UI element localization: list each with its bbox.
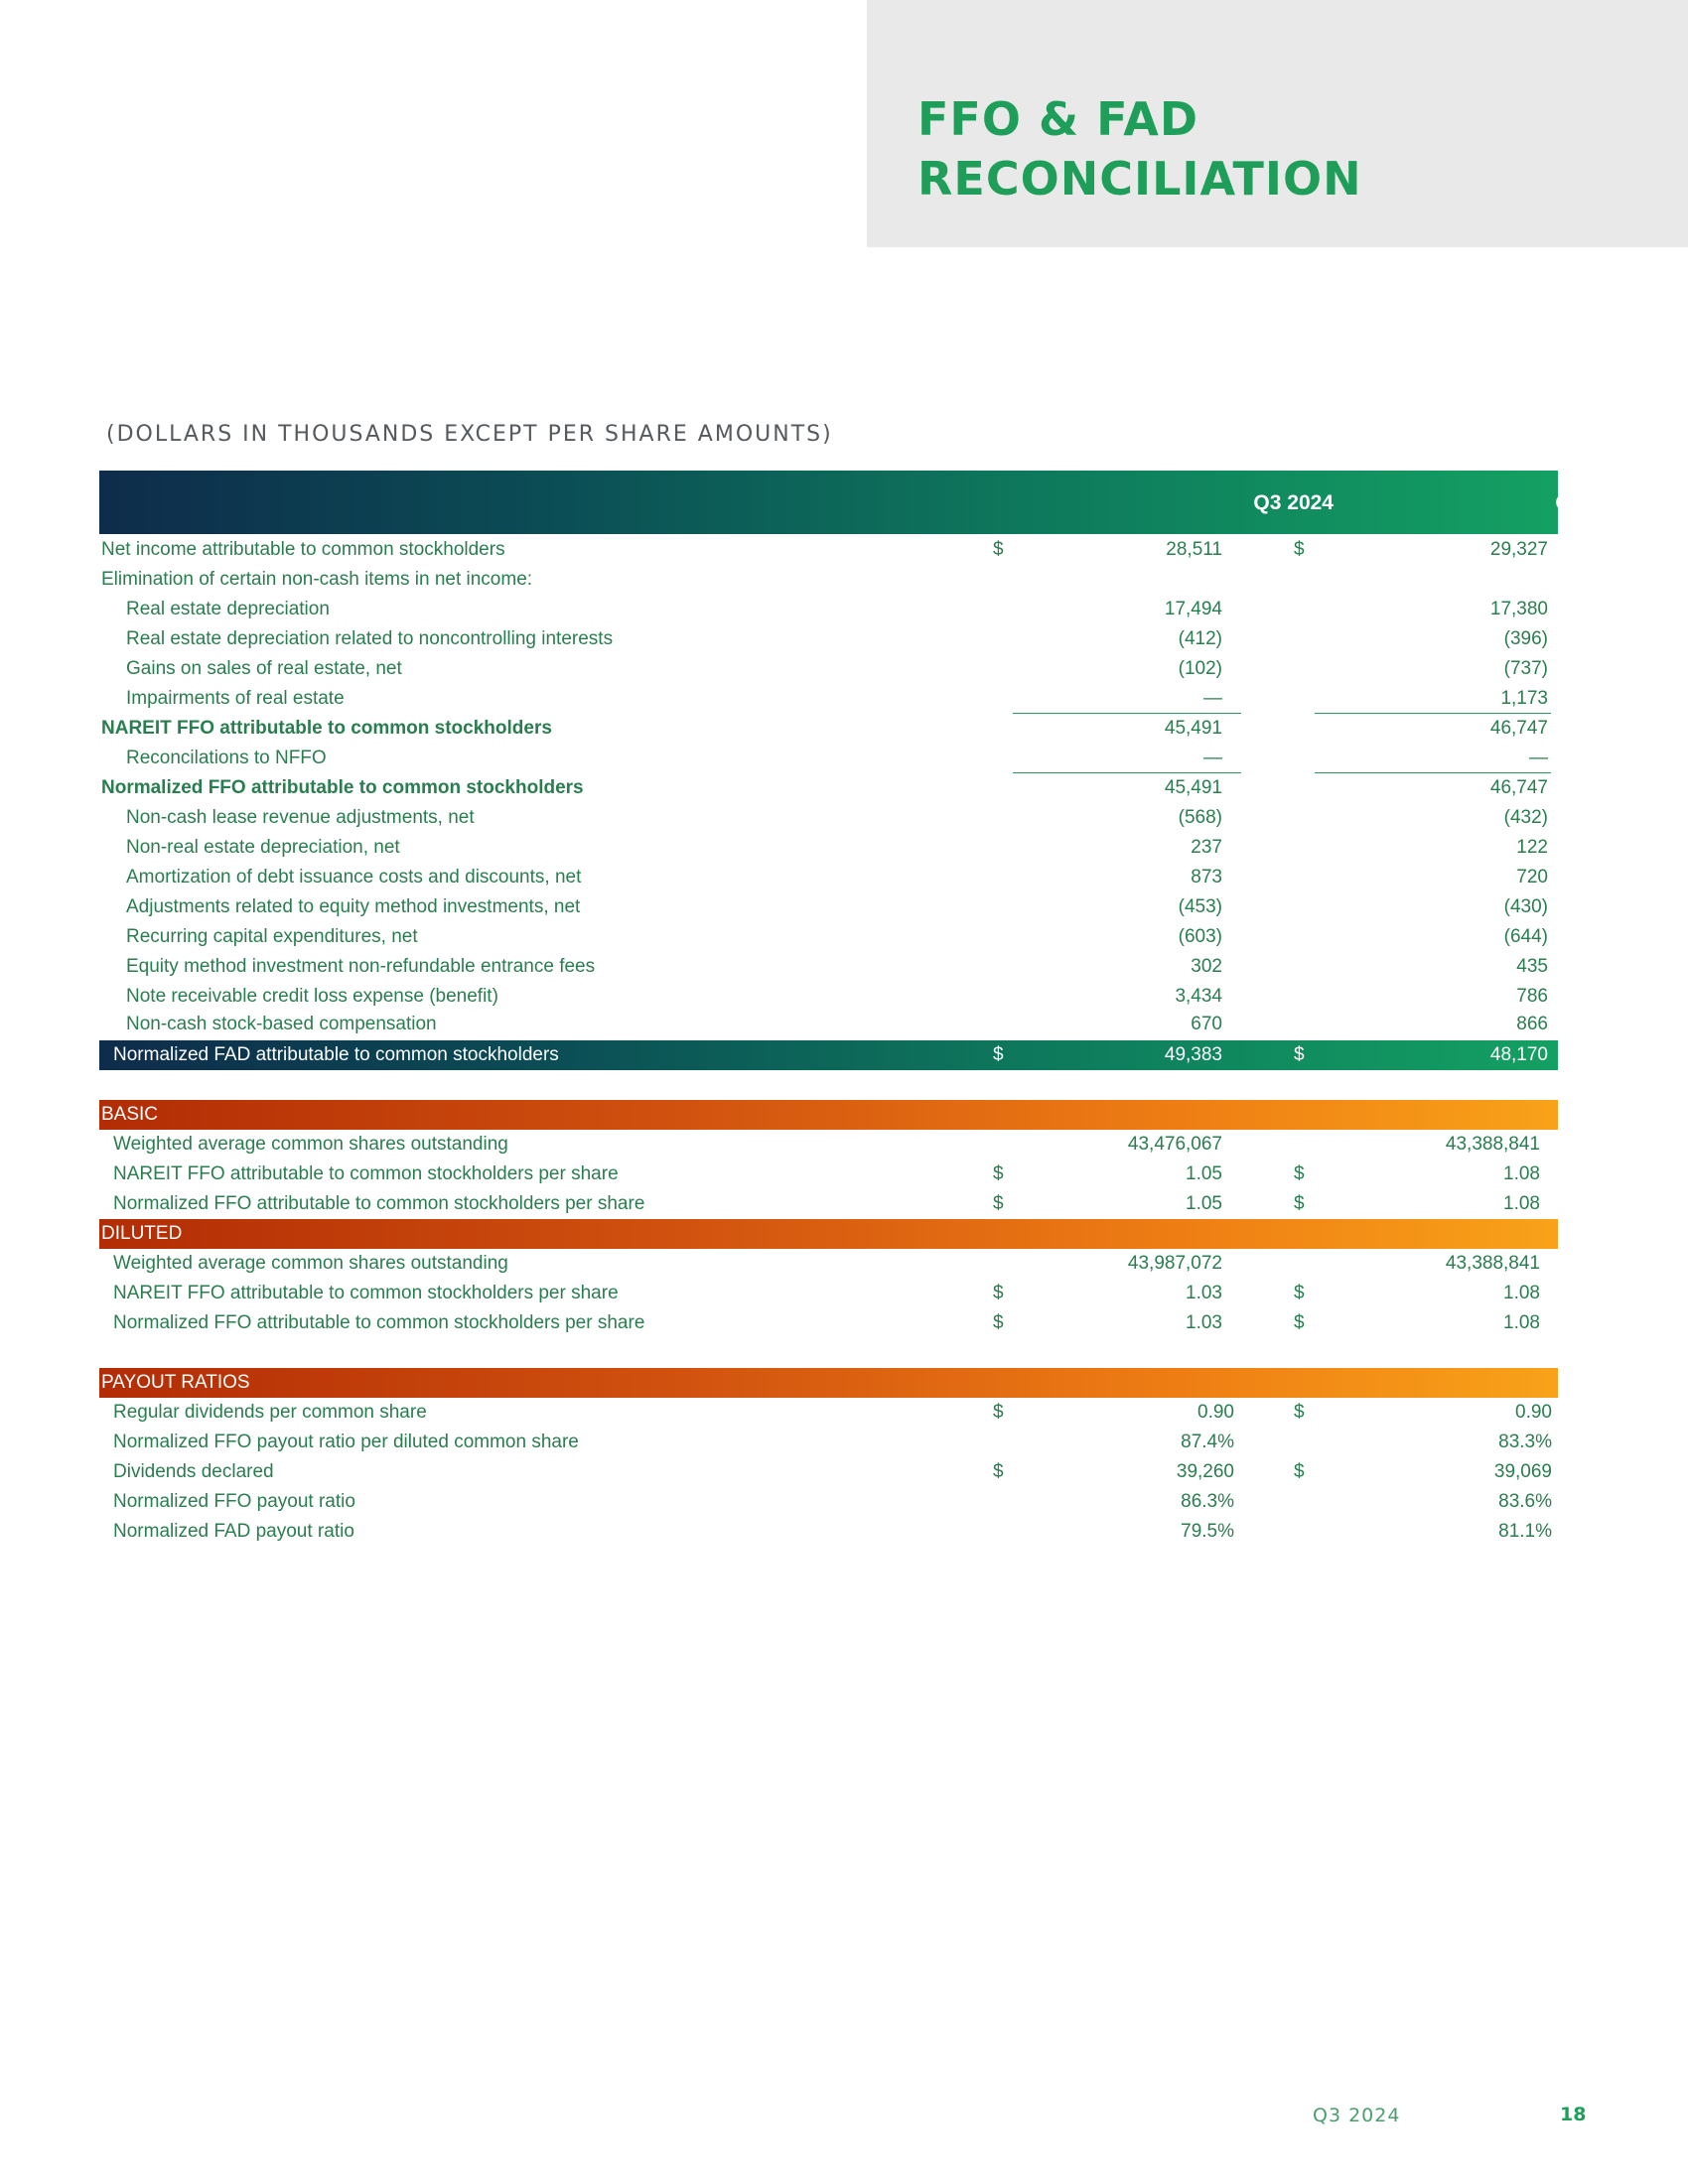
value-q3-2023: 1.08 bbox=[1503, 1312, 1540, 1333]
table-row bbox=[99, 922, 1558, 952]
value-q3-2024: 79.5% bbox=[1181, 1521, 1234, 1542]
table-row bbox=[99, 863, 1558, 892]
row-label: Adjustments related to equity method investments, net bbox=[126, 896, 581, 917]
value-q3-2023: 1.08 bbox=[1503, 1193, 1540, 1214]
value-q3-2023: 39,069 bbox=[1493, 1461, 1552, 1482]
value-q3-2024: (568) bbox=[1178, 807, 1222, 828]
table-row bbox=[99, 1010, 1558, 1039]
row-label: Regular dividends per common share bbox=[113, 1402, 427, 1423]
table-row bbox=[99, 595, 1558, 624]
row-label: Net income attributable to common stockholders bbox=[101, 539, 505, 560]
value-q3-2024: 1.03 bbox=[1186, 1283, 1222, 1303]
value-q3-2024: 237 bbox=[1191, 837, 1222, 858]
row-label: Impairments of real estate bbox=[126, 688, 345, 709]
value-q3-2023: 720 bbox=[1516, 867, 1548, 887]
table-row bbox=[99, 1279, 1558, 1308]
row-label: Elimination of certain non-cash items in net income: bbox=[101, 569, 533, 590]
currency-symbol: $ bbox=[993, 1461, 1004, 1482]
row-label: NAREIT FFO attributable to common stockholders per share bbox=[113, 1283, 619, 1303]
row-label: Weighted average common shares outstanding bbox=[113, 1253, 508, 1274]
row-label: NAREIT FFO attributable to common stockholders bbox=[101, 718, 552, 739]
currency-symbol: $ bbox=[1294, 1461, 1305, 1482]
value-q3-2023: 43,388,841 bbox=[1445, 1253, 1540, 1274]
table-row bbox=[99, 1428, 1558, 1457]
table-header-band bbox=[99, 471, 1635, 534]
currency-symbol: $ bbox=[993, 1312, 1004, 1333]
table-row bbox=[99, 684, 1558, 714]
title-panel bbox=[867, 0, 1688, 247]
table-row bbox=[99, 744, 1558, 773]
footer-period: Q3 2024 bbox=[1313, 2105, 1401, 2126]
table-row bbox=[99, 565, 1558, 595]
value-q3-2024: 1.05 bbox=[1186, 1163, 1222, 1184]
value-q3-2023: 29,327 bbox=[1489, 539, 1548, 560]
currency-symbol: $ bbox=[1294, 1402, 1305, 1423]
value-q3-2023: 81.1% bbox=[1498, 1521, 1552, 1542]
value-q3-2023: 786 bbox=[1516, 986, 1548, 1007]
table-row bbox=[99, 654, 1558, 684]
table-row bbox=[99, 1398, 1558, 1428]
currency-symbol: $ bbox=[1294, 539, 1305, 560]
row-label: Normalized FFO attributable to common stockholders per share bbox=[113, 1193, 645, 1214]
column-header-q3-2024: Q3 2024 bbox=[1253, 491, 1334, 514]
table-row bbox=[99, 1130, 1558, 1160]
section-title: PAYOUT RATIOS bbox=[101, 1372, 250, 1393]
row-label: Normalized FFO payout ratio per diluted common share bbox=[113, 1432, 579, 1452]
value-q3-2024: (603) bbox=[1178, 926, 1222, 947]
value-q3-2024: 3,434 bbox=[1175, 986, 1222, 1007]
value-q3-2023: 1.08 bbox=[1503, 1283, 1540, 1303]
value-q3-2023: 83.6% bbox=[1498, 1491, 1552, 1512]
units-subtitle: (DOLLARS IN THOUSANDS EXCEPT PER SHARE AMOUNTS) bbox=[106, 422, 833, 447]
row-label: Non-real estate depreciation, net bbox=[126, 837, 400, 858]
value-q3-2024: 45,491 bbox=[1164, 777, 1222, 798]
value-q3-2023: 0.90 bbox=[1515, 1402, 1552, 1423]
value-q3-2024: 49,383 bbox=[1164, 1044, 1222, 1065]
row-label: NAREIT FFO attributable to common stockholders per share bbox=[113, 1163, 619, 1184]
table-row bbox=[99, 982, 1558, 1012]
value-q3-2024: 86.3% bbox=[1181, 1491, 1234, 1512]
currency-symbol: $ bbox=[1294, 1044, 1305, 1065]
row-label: Real estate depreciation bbox=[126, 599, 330, 619]
value-q3-2023: 46,747 bbox=[1489, 718, 1548, 739]
value-q3-2023: 46,747 bbox=[1489, 777, 1548, 798]
row-label: Equity method investment non-refundable entrance fees bbox=[126, 956, 596, 977]
section-header-diluted bbox=[99, 1219, 1558, 1249]
value-q3-2024: 873 bbox=[1191, 867, 1222, 887]
table-row bbox=[99, 1457, 1558, 1487]
section-title: DILUTED bbox=[101, 1223, 183, 1244]
value-q3-2024: 43,476,067 bbox=[1127, 1134, 1222, 1155]
table-row bbox=[99, 1487, 1558, 1517]
value-q3-2023: 48,170 bbox=[1489, 1044, 1548, 1065]
row-label: Dividends declared bbox=[113, 1461, 274, 1482]
row-label: Weighted average common shares outstanding bbox=[113, 1134, 508, 1155]
value-q3-2023: 122 bbox=[1516, 837, 1548, 858]
table-row bbox=[99, 773, 1558, 803]
currency-symbol: $ bbox=[993, 1193, 1004, 1214]
value-q3-2024: (102) bbox=[1178, 658, 1222, 679]
value-q3-2024: — bbox=[1203, 748, 1222, 768]
value-q3-2023: (396) bbox=[1503, 628, 1548, 649]
table-row bbox=[99, 952, 1558, 982]
currency-symbol: $ bbox=[993, 1163, 1004, 1184]
row-label: Normalized FAD attributable to common stockholders bbox=[113, 1044, 559, 1065]
row-label: Normalized FAD payout ratio bbox=[113, 1521, 354, 1542]
table-row bbox=[99, 1189, 1558, 1219]
row-label: Amortization of debt issuance costs and discounts, net bbox=[126, 867, 582, 887]
currency-symbol: $ bbox=[1294, 1163, 1305, 1184]
value-q3-2023: 435 bbox=[1516, 956, 1548, 977]
table-row bbox=[99, 1249, 1558, 1279]
section-title: BASIC bbox=[101, 1104, 159, 1125]
currency-symbol: $ bbox=[993, 539, 1004, 560]
page-number: 18 bbox=[1560, 2104, 1587, 2125]
currency-symbol: $ bbox=[1294, 1312, 1305, 1333]
column-header-q3-2023: Q3 2023 bbox=[1555, 491, 1635, 514]
row-label: Non-cash lease revenue adjustments, net bbox=[126, 807, 475, 828]
row-label: Real estate depreciation related to noncontrolling interests bbox=[126, 628, 614, 649]
currency-symbol: $ bbox=[1294, 1193, 1305, 1214]
value-q3-2024: 28,511 bbox=[1166, 539, 1222, 560]
value-q3-2024: (453) bbox=[1178, 896, 1222, 917]
row-label: Reconcilations to NFFO bbox=[126, 748, 327, 768]
row-label: Note receivable credit loss expense (benefit) bbox=[126, 986, 498, 1007]
value-q3-2024: 17,494 bbox=[1164, 599, 1222, 619]
value-q3-2024: 39,260 bbox=[1176, 1461, 1234, 1482]
fad-total-row bbox=[99, 1040, 1558, 1070]
value-q3-2024: 87.4% bbox=[1181, 1432, 1234, 1452]
value-q3-2024: 1.05 bbox=[1186, 1193, 1222, 1214]
value-q3-2024: 45,491 bbox=[1164, 718, 1222, 739]
row-label: Recurring capital expenditures, net bbox=[126, 926, 418, 947]
row-label: Non-cash stock-based compensation bbox=[126, 1014, 437, 1034]
table-row bbox=[99, 1517, 1558, 1547]
row-label: Gains on sales of real estate, net bbox=[126, 658, 402, 679]
page-title-line-1: FFO & FAD bbox=[917, 92, 1199, 146]
value-q3-2024: 302 bbox=[1191, 956, 1222, 977]
row-label: Normalized FFO attributable to common stockholders bbox=[101, 777, 584, 798]
value-q3-2024: (412) bbox=[1178, 628, 1222, 649]
value-q3-2023: 1,173 bbox=[1500, 688, 1548, 709]
value-q3-2024: 670 bbox=[1191, 1014, 1222, 1034]
value-q3-2023: 17,380 bbox=[1489, 599, 1548, 619]
currency-symbol: $ bbox=[993, 1402, 1004, 1423]
page-title-line-2: RECONCILIATION bbox=[917, 152, 1362, 205]
value-q3-2024: 0.90 bbox=[1197, 1402, 1234, 1423]
currency-symbol: $ bbox=[993, 1283, 1004, 1303]
value-q3-2023: 43,388,841 bbox=[1445, 1134, 1540, 1155]
page-title bbox=[917, 89, 1362, 208]
table-row bbox=[99, 803, 1558, 833]
value-q3-2023: (430) bbox=[1503, 896, 1548, 917]
table-row bbox=[99, 1308, 1558, 1338]
value-q3-2023: (432) bbox=[1503, 807, 1548, 828]
section-header-payout-ratios bbox=[99, 1368, 1558, 1398]
section-header-basic bbox=[99, 1100, 1558, 1130]
value-q3-2024: 43,987,072 bbox=[1127, 1253, 1222, 1274]
value-q3-2023: 866 bbox=[1516, 1014, 1548, 1034]
row-label: Normalized FFO attributable to common stockholders per share bbox=[113, 1312, 645, 1333]
currency-symbol: $ bbox=[1294, 1283, 1305, 1303]
table-row bbox=[99, 892, 1558, 922]
value-q3-2023: (644) bbox=[1503, 926, 1548, 947]
value-q3-2023: — bbox=[1529, 748, 1548, 768]
table-row bbox=[99, 714, 1558, 744]
value-q3-2023: (737) bbox=[1503, 658, 1548, 679]
table-row bbox=[99, 1160, 1558, 1189]
currency-symbol: $ bbox=[993, 1044, 1004, 1065]
value-q3-2023: 1.08 bbox=[1503, 1163, 1540, 1184]
value-q3-2023: 83.3% bbox=[1498, 1432, 1552, 1452]
value-q3-2024: — bbox=[1203, 688, 1222, 709]
table-row bbox=[99, 535, 1558, 565]
row-label: Normalized FFO payout ratio bbox=[113, 1491, 355, 1512]
table-row bbox=[99, 833, 1558, 863]
table-row bbox=[99, 624, 1558, 654]
value-q3-2024: 1.03 bbox=[1186, 1312, 1222, 1333]
